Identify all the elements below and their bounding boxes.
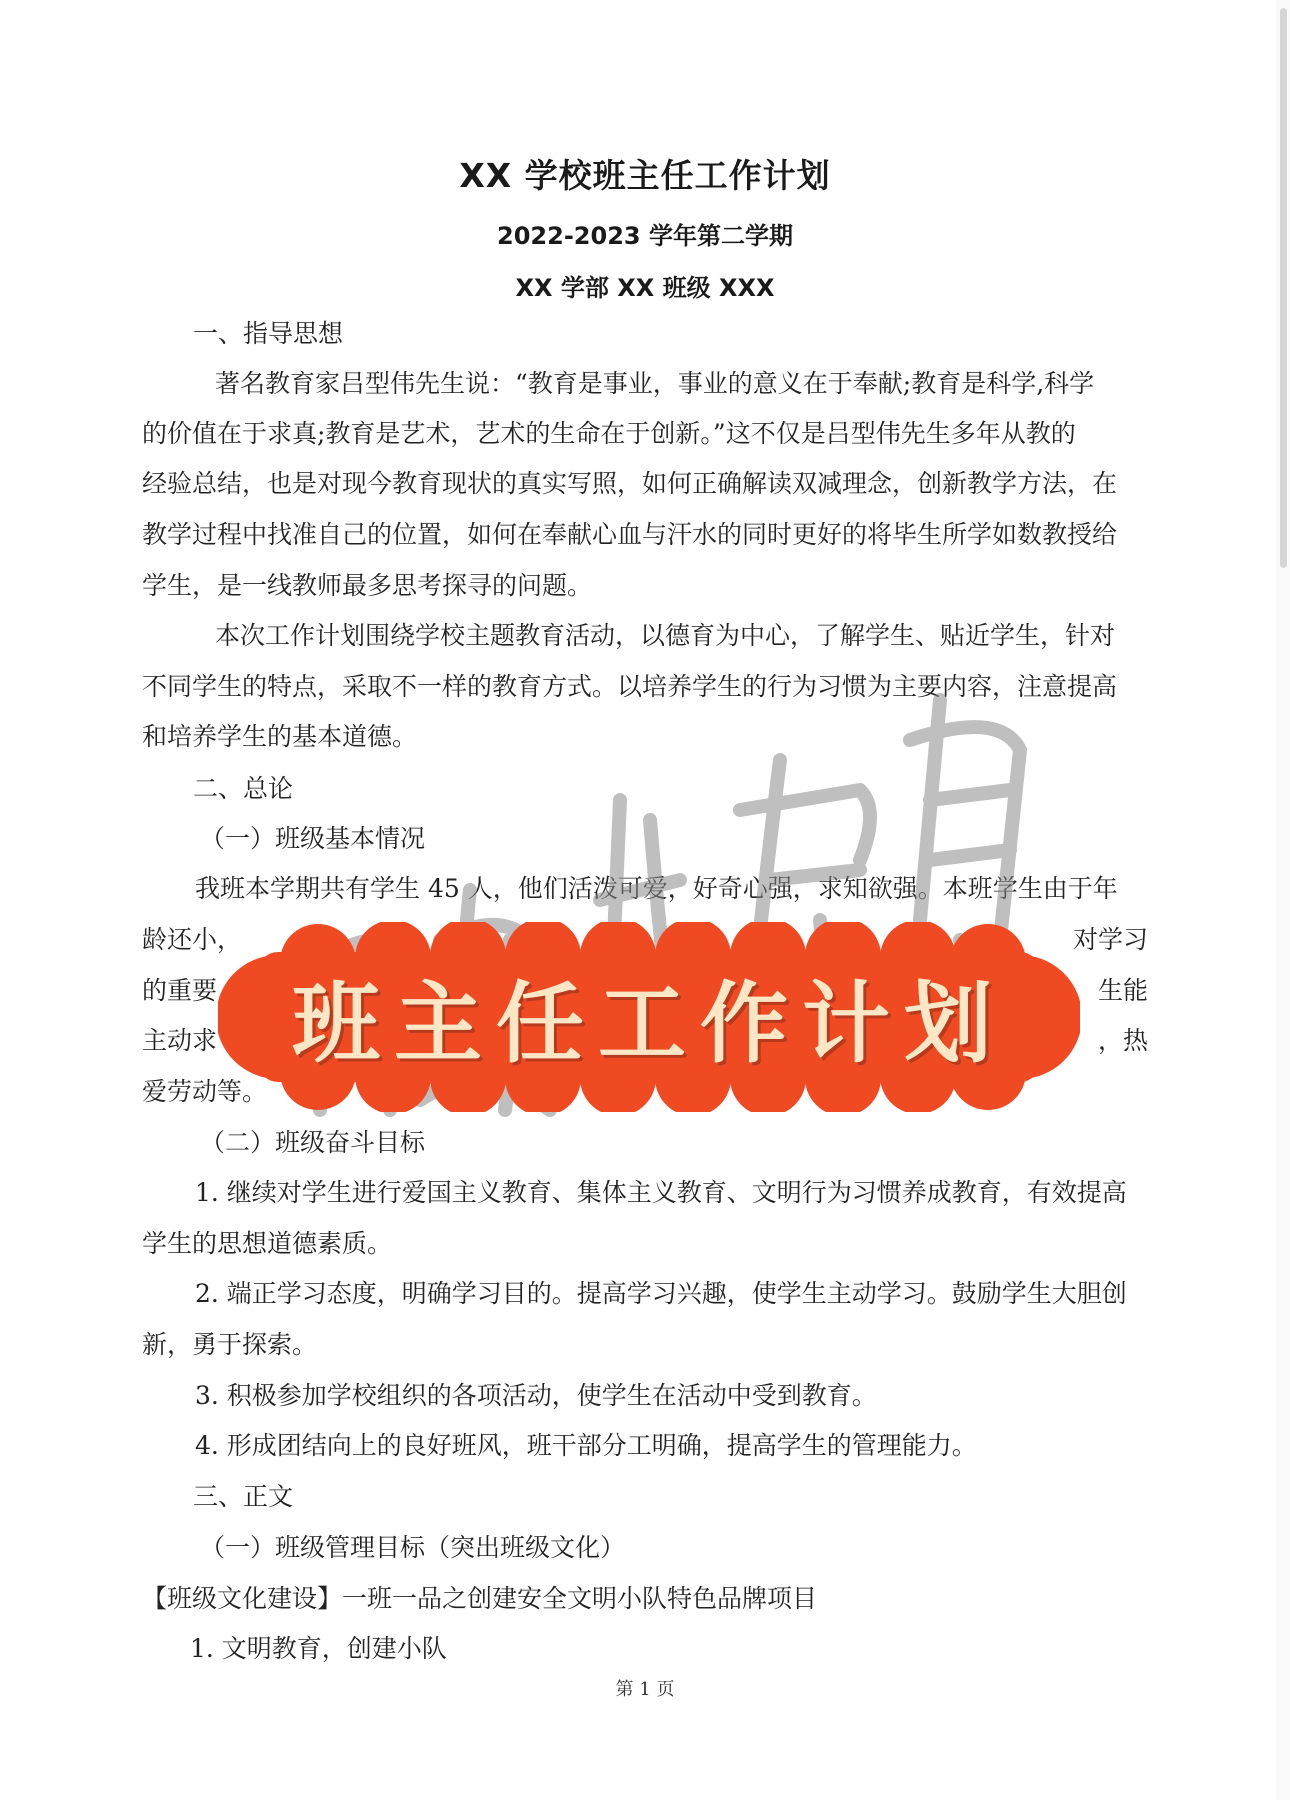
paragraph-line: 学生，是一线教师最多思考探寻的问题。 [142, 571, 593, 600]
paragraph-line: 不同学生的特点，采取不一样的教育方式。以培养学生的行为习惯为主要内容，注意提高 [142, 672, 1118, 701]
subsection-heading: （一）班级基本情况 [200, 824, 426, 853]
paragraph-line-fragment: 生能 [1098, 976, 1149, 1005]
paragraph-line: 爱劳动等。 [142, 1077, 268, 1106]
paragraph-line: 教学过程中找准自己的位置，如何在奉献心血与汗水的同时更好的将毕生所学如数教授给 [142, 520, 1118, 549]
list-item: 1. 文明教育，创建小队 [190, 1634, 447, 1663]
paragraph-line: 的价值在于求真;教育是艺术，艺术的生命在于创新。”这不仅是吕型伟先生多年从教的 [142, 419, 1076, 448]
author-line: XX 学部 XX 班级 XXX [515, 274, 775, 302]
paragraph-line: 龄还小， [142, 925, 243, 954]
vertical-scrollbar[interactable] [1276, 0, 1290, 1800]
paragraph-line: 本次工作计划围绕学校主题教育活动，以德育为中心，了解学生、贴近学生，针对 [215, 621, 1116, 650]
paragraph-line: 经验总结，也是对现今教育现状的真实写照，如何正确解读双减理念，创新教学方法，在 [142, 469, 1118, 498]
subsection-heading: （二）班级奋斗目标 [200, 1128, 426, 1157]
subsection-heading: （一）班级管理目标（突出班级文化） [200, 1533, 626, 1562]
paragraph-line: 和培养学生的基本道德。 [142, 722, 418, 751]
section-heading: 二、总论 [193, 774, 294, 803]
section-heading: 三、正文 [193, 1482, 294, 1511]
paragraph-line: 的重要 [142, 976, 218, 1005]
title-banner [218, 922, 1080, 1112]
list-item-continuation: 学生的思想道德素质。 [142, 1229, 393, 1258]
paragraph-line: 著名教育家吕型伟先生说：“教育是事业，事业的意义在于奉献;教育是科学,科学 [215, 369, 1095, 398]
paragraph-line: 【班级文化建设】一班一品之创建安全文明小队特色品牌项目 [142, 1584, 818, 1613]
paragraph-line-fragment: 对学习 [1073, 925, 1149, 954]
paragraph-line-fragment: ，热 [1098, 1026, 1149, 1055]
list-item-continuation: 新，勇于探索。 [142, 1330, 318, 1359]
list-item: 4. 形成团结向上的良好班风，班干部分工明确，提高学生的管理能力。 [195, 1431, 977, 1460]
list-item: 1. 继续对学生进行爱国主义教育、集体主义教育、文明行为习惯养成教育，有效提高 [195, 1178, 1127, 1207]
section-heading: 一、指导思想 [193, 319, 344, 348]
paragraph-line: 主动求 [142, 1026, 218, 1055]
banner-title: 班主任工作计划 [291, 972, 1006, 1075]
page-number: 第 1 页 [615, 1679, 675, 1700]
list-item: 3. 积极参加学校组织的各项活动，使学生在活动中受到教育。 [195, 1381, 877, 1410]
document-title: XX 学校班主任工作计划 [459, 156, 831, 195]
document-subtitle: 2022-2023 学年第二学期 [497, 222, 793, 250]
list-item: 2. 端正学习态度，明确学习目的。提高学习兴趣，使学生主动学习。鼓励学生大胆创 [195, 1279, 1127, 1308]
paragraph-line: 我班本学期共有学生 45 人，他们活泼可爱，好奇心强，求知欲强。本班学生由于年 [195, 874, 1118, 903]
scrollbar-thumb[interactable] [1280, 8, 1287, 568]
